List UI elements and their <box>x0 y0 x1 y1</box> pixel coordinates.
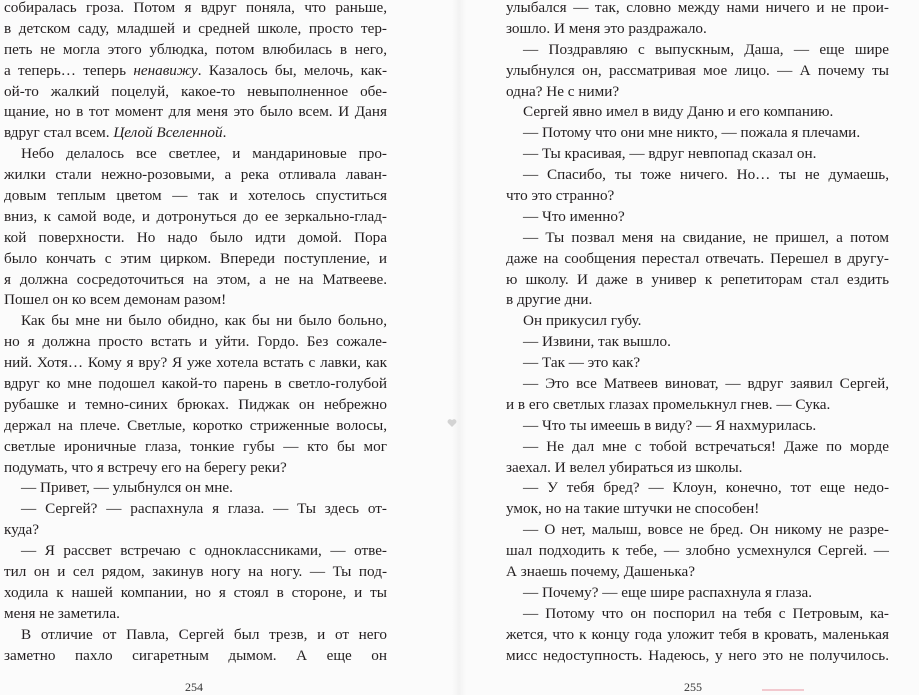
right-text-line: — Спасибо, ты тоже ничего. Но… ты не думаешь, <box>523 166 889 184</box>
right-text-line: — Так — это как? <box>523 354 641 372</box>
right-text-line: даже на сообщения перестал отвечать. Перешел в другу- <box>506 249 889 267</box>
left-text-line: Небо делалось все светлее, и мандариновые про- <box>21 145 387 163</box>
right-text-line: заехал. И велел убираться из школы. <box>506 458 743 476</box>
right-text-line: — Ты позвал меня на свидание, не пришел, а потом <box>523 228 889 246</box>
right-text-line: А знаешь почему, Дашенька? <box>506 563 695 581</box>
left-page-text <box>4 0 387 667</box>
right-text-line: — О нет, малыш, вовсе не бред. Он никому не разре- <box>523 521 889 539</box>
right-text-line: — Почему? — еще шире распахнула я глаза. <box>523 583 812 601</box>
left-text-line: Пошел он ко всем демонам разом! <box>4 291 227 309</box>
right-text-line: Сергей явно имел в виду Даню и его компанию. <box>523 103 834 121</box>
left-text-line: петь не могла этого ублюдка, потом влюбилась в него, <box>4 40 387 58</box>
right-text-line: мисс недоступность. Надеюсь, у него это не получилось. <box>506 646 889 664</box>
right-text-line: — Что именно? <box>523 207 625 225</box>
right-text-line: улыбнулся он, рассматривая мое лицо. — А почему ты <box>506 61 889 79</box>
left-text-line: меня не заметила. <box>4 604 120 622</box>
right-text-line: ю школу. И даже в универ к репетиторам стал ездить <box>506 270 889 288</box>
left-text-line: держал на плече. Светлые, коротко стриженные волосы, <box>4 416 387 434</box>
right-text-line: зошло. И меня это раздражало. <box>506 19 707 37</box>
left-text-line: но я должна просто встать и уйти. Гордо. Без сожале- <box>4 333 387 351</box>
left-text-line: ний. Хотя… Кому я вру? Я уже хотела встать с лавки, как <box>4 354 387 372</box>
left-text-line: жилки стали нежно-розовыми, а река отливала лаван- <box>4 166 387 184</box>
left-text-line: а теперь… теперь ненавижу. Казалось бы, мелочь, как- <box>4 61 388 79</box>
left-text-line: в детском саду, младшей и средней школе, просто тер- <box>4 19 387 37</box>
left-text-line: — Я рассвет встречаю с одноклассниками, — отве- <box>21 542 387 560</box>
heart-icon <box>447 418 457 428</box>
right-text-line: — Ты красивая, — вдруг невпопад сказал он. <box>523 145 817 163</box>
left-text-line: довым теплым цветом — так и хотелось спуститься <box>4 187 387 205</box>
left-text-line: собиралась гроза. Потом я вдруг поняла, что раньше, <box>4 0 387 16</box>
left-text-line: рубашке и темно-синих брюках. Пиджак он небрежно <box>4 395 387 413</box>
right-text-line: и в его светлых глазах промелькнул гнев. — Сука. <box>506 395 831 413</box>
left-text-line: ходила к нашей компании, но я стоял в стороне, и ты <box>4 583 387 601</box>
left-text-line: вниз, к самой воде, и дотронуться до ее зеркально-глад- <box>4 207 387 225</box>
left-text-line: заметно пахло сигаретным дымом. А еще он <box>4 646 387 664</box>
right-text-line: — Потому что он поспорил на тебя с Петровым, ка- <box>523 604 889 622</box>
left-text-line: ой-то жалкий поцелуй, какое-то невыполненное обе- <box>4 82 387 100</box>
page-number-right: 255 <box>684 680 702 694</box>
right-text-line: в другие дни. <box>506 291 593 309</box>
right-text-line: — Поздравляю с выпускным, Даша, — еще шире <box>523 40 889 58</box>
right-text-line: умок, но на такие штучки не способен! <box>506 500 760 518</box>
right-text-line: — Не дал мне с тобой встречаться! Даже по морде <box>523 437 889 455</box>
right-text-line: что это странно? <box>506 187 615 205</box>
left-text-line: Как бы мне ни было обидно, как бы ни было больно, <box>21 312 387 330</box>
right-text-line: — Потому что они мне никто, — пожала я плечами. <box>523 124 861 142</box>
left-text-line: подумать, что я встречу его на берегу реки? <box>4 458 287 476</box>
left-text-line: куда? <box>4 521 40 539</box>
right-text-line: жется, что к концу года уложит тебя в кровать, маленькая <box>506 625 889 643</box>
right-page <box>460 0 919 695</box>
left-text-line: вдруг ко мне подошел какой-то парень в светло-голубой <box>4 375 387 393</box>
left-text-line: было кончать с этим цирком. Впереди поступление, и <box>4 249 387 267</box>
right-text-line: Он прикусил губу. <box>523 312 642 330</box>
left-text-line: я должна сосредоточиться на этом, а не на Матвееве. <box>4 270 387 288</box>
left-text-line: — Сергей? — распахнула я глаза. — Ты здесь от- <box>21 500 387 518</box>
right-text-line: — Извини, так вышло. <box>523 333 671 351</box>
right-text-line: — У тебя бред? — Клоун, конечно, тот еще недо- <box>523 479 889 497</box>
left-text-line: В отличие от Павла, Сергей был трезв, и от него <box>21 625 387 643</box>
italic-emphasis: Целой Вселенной <box>113 124 223 142</box>
page-number-left: 254 <box>185 680 203 694</box>
right-page-text <box>506 0 889 667</box>
left-text-line: вдруг стал всем. Целой Вселенной. <box>4 124 227 142</box>
left-text-line: щание, но в тот момент для меня это было всем. И Даня <box>4 103 387 121</box>
left-text-line: тил он и сел рядом, закинув ногу на ногу. — Ты под- <box>4 563 387 581</box>
pink-marker-line <box>762 689 804 691</box>
italic-emphasis: ненавижу <box>133 61 198 79</box>
left-text-line: светлые ироничные глаза, тонкие губы — кто бы мог <box>4 437 387 455</box>
left-text-line: — Привет, — улыбнулся он мне. <box>21 479 233 497</box>
right-text-line: одна? Не с ними? <box>506 82 620 100</box>
right-text-line: улыбался — так, словно между нами ничего и не прои- <box>506 0 889 16</box>
right-text-line: шал подходить к тебе, — злобно усмехнулся Сергей. — <box>506 542 889 560</box>
left-text-line: кой поверхности. Но надо было идти домой. Пора <box>4 228 387 246</box>
right-text-line: — Что ты имеешь в виду? — Я нахмурилась. <box>523 416 817 434</box>
right-text-line: — Это все Матвеев виноват, — вдруг заявил Сергей, <box>523 375 889 393</box>
